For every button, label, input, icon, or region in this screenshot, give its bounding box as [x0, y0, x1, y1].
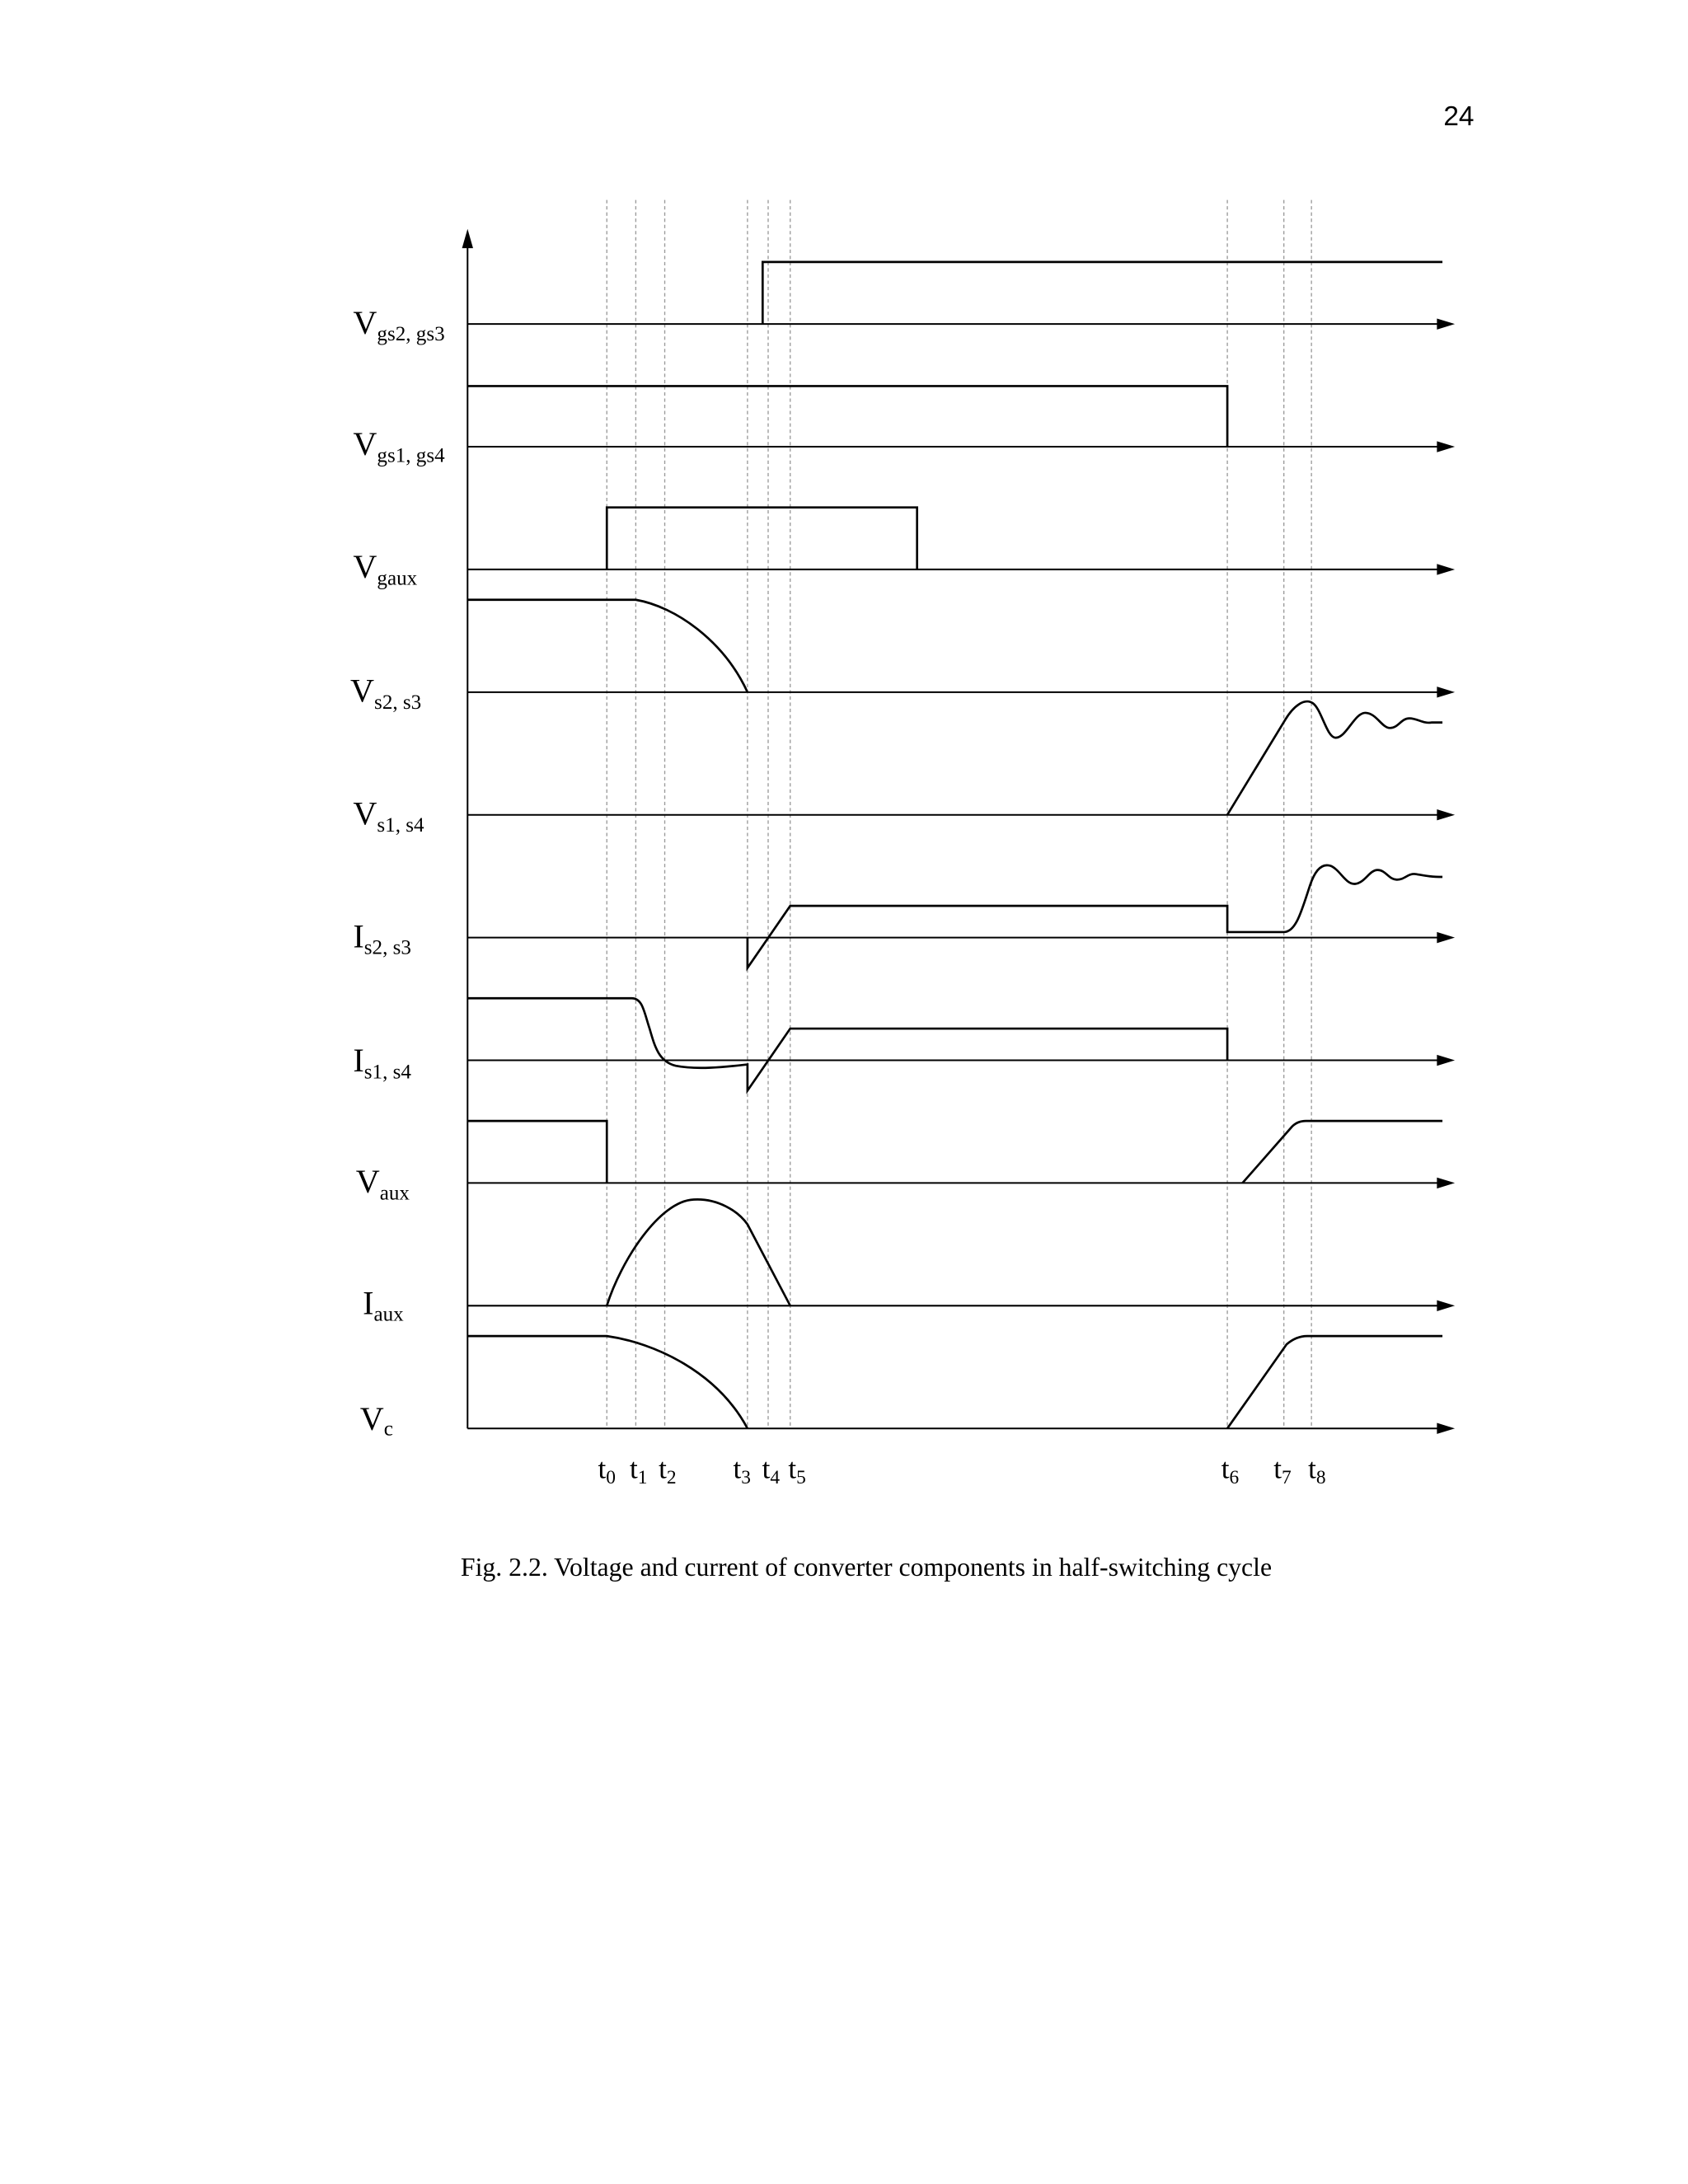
waveform-vgaux	[607, 508, 917, 569]
waveform-is1-s4	[467, 998, 1227, 1090]
time-label-t4	[762, 1452, 781, 1488]
signal-symbol: V	[353, 425, 377, 463]
signal-label-vaux	[356, 1163, 410, 1204]
time-subscript: 2	[666, 1467, 677, 1489]
time-label-t3	[733, 1452, 750, 1488]
time-symbol: t	[1273, 1452, 1282, 1485]
time-symbol: t	[629, 1452, 638, 1485]
signal-subscript: s2, s3	[363, 936, 411, 959]
signal-subscript: aux	[373, 1303, 404, 1326]
time-label-t2	[659, 1452, 676, 1488]
figure-caption: Fig. 2.2. Voltage and current of converter components in half-switching cycle	[460, 1553, 1273, 1582]
axis-is2-s3-arrowhead	[1437, 932, 1455, 943]
signal-symbol: V	[353, 547, 377, 585]
signal-symbol: I	[363, 1284, 374, 1322]
signal-subscript: gaux	[377, 567, 418, 590]
time-label-t1	[630, 1452, 647, 1488]
signal-label-vgs1-gs4	[353, 425, 445, 466]
time-labels	[598, 1452, 1326, 1488]
axis-vgaux-arrowhead	[1437, 564, 1455, 574]
signal-symbol: V	[350, 672, 375, 710]
signal-subscript: s1, s4	[363, 1061, 411, 1084]
axis-vs2-s3-arrowhead	[1437, 687, 1455, 697]
time-label-t7	[1273, 1452, 1292, 1488]
signal-symbol: V	[353, 303, 377, 341]
signal-symbol: V	[353, 794, 377, 832]
signal-labels	[350, 304, 445, 1441]
axis-vgs2-gs3-arrowhead	[1437, 318, 1455, 329]
axis-is1-s4-arrowhead	[1437, 1055, 1455, 1066]
signal-label-is2-s3	[353, 917, 411, 958]
signal-subscript: gs2, gs3	[377, 323, 445, 346]
time-label-t8	[1308, 1452, 1325, 1488]
signal-symbol: I	[353, 1041, 364, 1079]
page-number: 24	[1443, 101, 1475, 133]
time-subscript: 7	[1282, 1467, 1292, 1489]
axes	[462, 229, 1456, 1434]
axis-vgs1-gs4-arrowhead	[1437, 441, 1455, 452]
signal-label-vs1-s4	[353, 794, 424, 836]
signal-label-vgaux	[353, 548, 417, 589]
signal-label-iaux	[363, 1284, 404, 1325]
axis-vaux-arrowhead	[1437, 1178, 1455, 1188]
waveform-vaux	[467, 1121, 1442, 1183]
time-symbol: t	[598, 1452, 607, 1485]
signal-label-vs2-s3	[350, 673, 421, 714]
time-subscript: 4	[770, 1467, 781, 1489]
time-symbol: t	[762, 1452, 771, 1485]
time-symbol: t	[659, 1452, 667, 1485]
signal-subscript: s1, s4	[377, 813, 424, 837]
time-symbol: t	[1221, 1452, 1230, 1485]
signal-subscript: gs1, gs4	[377, 444, 445, 467]
axis-iaux-arrowhead	[1437, 1301, 1455, 1311]
waveform-vs1-s4	[1227, 701, 1442, 815]
waveform-is2-s3	[748, 865, 1442, 968]
signal-label-is1-s4	[353, 1042, 411, 1083]
waveform-vgs1-gs4	[467, 386, 1227, 447]
time-subscript: 1	[637, 1467, 648, 1489]
time-subscript: 8	[1315, 1467, 1326, 1489]
waveform-vc	[467, 1336, 1442, 1428]
time-label-t5	[788, 1452, 805, 1488]
signal-subscript: aux	[379, 1182, 410, 1205]
axis-vc-arrowhead	[1437, 1423, 1455, 1434]
waveform-vgs2-gs3	[762, 262, 1442, 324]
signal-label-vgs2-gs3	[353, 304, 444, 345]
time-subscript: 5	[796, 1467, 806, 1489]
time-subscript: 0	[606, 1467, 616, 1489]
signal-symbol: I	[353, 917, 364, 955]
signal-subscript: s2, s3	[374, 691, 422, 714]
time-subscript: 6	[1229, 1467, 1240, 1489]
waveforms	[467, 262, 1442, 1428]
time-symbol: t	[1308, 1452, 1316, 1485]
time-label-t0	[598, 1452, 616, 1488]
time-label-t6	[1221, 1452, 1239, 1488]
waveform-vs2-s3	[467, 600, 748, 692]
axis-vs1-s4-arrowhead	[1437, 809, 1455, 820]
time-symbol: t	[733, 1452, 742, 1485]
signal-symbol: V	[355, 1163, 380, 1201]
waveform-iaux	[607, 1199, 790, 1305]
time-subscript: 3	[741, 1467, 751, 1489]
signal-label-vc	[360, 1400, 393, 1441]
vertical-axis-arrowhead	[462, 229, 473, 248]
signal-subscript: c	[383, 1418, 393, 1441]
signal-symbol: V	[359, 1399, 384, 1437]
time-symbol: t	[788, 1452, 797, 1485]
